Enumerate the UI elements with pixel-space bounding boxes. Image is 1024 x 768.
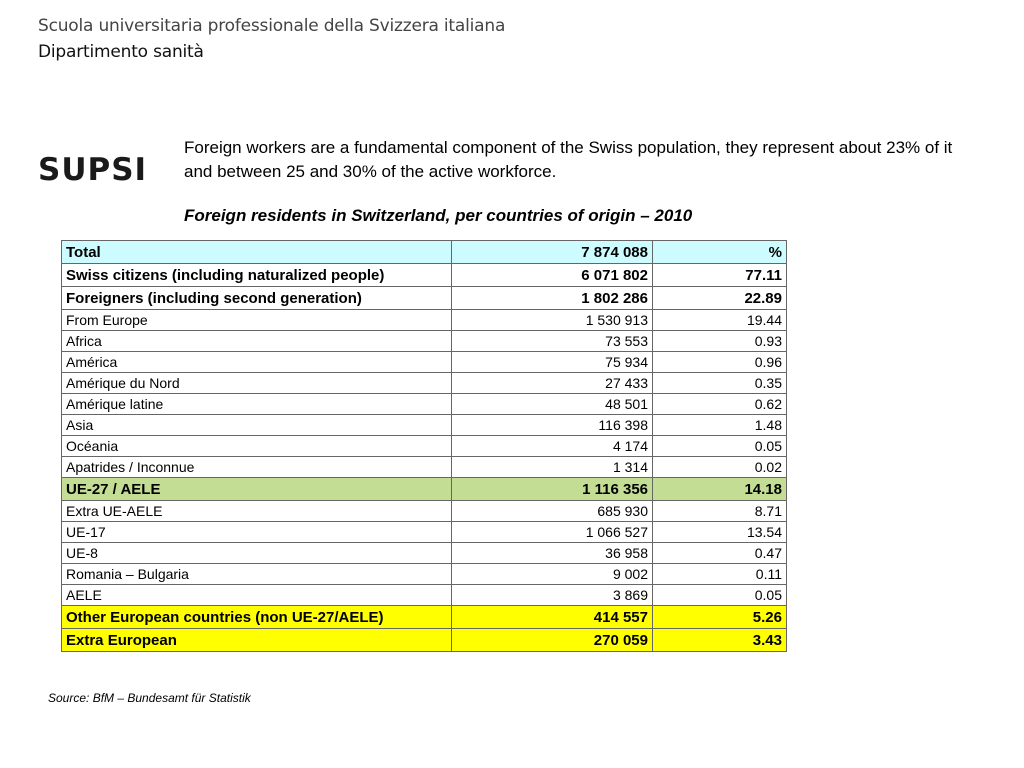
row-value: 75 934: [452, 352, 653, 373]
table-row: [62, 331, 787, 352]
table-row: [62, 543, 787, 564]
table-row: [62, 352, 787, 373]
row-percent: 8.71: [653, 501, 787, 522]
row-value: 1 066 527: [452, 522, 653, 543]
row-value: 116 398: [452, 415, 653, 436]
row-label: AELE: [62, 585, 452, 606]
table-row: [62, 373, 787, 394]
row-label: Asia: [62, 415, 452, 436]
row-label: From Europe: [62, 310, 452, 331]
row-value: 685 930: [452, 501, 653, 522]
row-percent: 14.18: [653, 478, 787, 501]
row-value: 1 802 286: [452, 287, 653, 310]
row-label: América: [62, 352, 452, 373]
row-label: Other European countries (non UE-27/AELE): [62, 606, 452, 629]
table-row: [62, 310, 787, 331]
row-label: Océania: [62, 436, 452, 457]
row-value: 6 071 802: [452, 264, 653, 287]
residents-table: [61, 240, 787, 652]
row-percent: 77.11: [653, 264, 787, 287]
table-row: [62, 264, 787, 287]
table-row: [62, 241, 787, 264]
row-percent: 0.05: [653, 436, 787, 457]
row-value: 36 958: [452, 543, 653, 564]
source-note: Source: BfM – Bundesamt für Statistik: [48, 691, 251, 705]
table-row: [62, 415, 787, 436]
row-percent: 3.43: [653, 629, 787, 652]
row-value: 48 501: [452, 394, 653, 415]
row-label: Swiss citizens (including naturalized people): [62, 264, 452, 287]
row-label: Romania – Bulgaria: [62, 564, 452, 585]
row-percent: 0.02: [653, 457, 787, 478]
table-row: [62, 501, 787, 522]
table-row: [62, 564, 787, 585]
row-value: 4 174: [452, 436, 653, 457]
row-label: Africa: [62, 331, 452, 352]
row-label: Foreigners (including second generation): [62, 287, 452, 310]
row-percent: %: [653, 241, 787, 264]
row-value: 73 553: [452, 331, 653, 352]
row-value: 7 874 088: [452, 241, 653, 264]
row-label: UE-17: [62, 522, 452, 543]
table-row: [62, 457, 787, 478]
row-label: Extra European: [62, 629, 452, 652]
row-label: Amérique du Nord: [62, 373, 452, 394]
supsi-logo: SUPSI: [38, 152, 148, 188]
row-percent: 0.05: [653, 585, 787, 606]
row-value: 1 530 913: [452, 310, 653, 331]
row-percent: 0.62: [653, 394, 787, 415]
row-value: 3 869: [452, 585, 653, 606]
table-row: [62, 629, 787, 652]
row-value: 1 314: [452, 457, 653, 478]
row-percent: 1.48: [653, 415, 787, 436]
row-percent: 22.89: [653, 287, 787, 310]
row-label: UE-8: [62, 543, 452, 564]
row-percent: 5.26: [653, 606, 787, 629]
table-row: [62, 478, 787, 501]
institution-name: Scuola universitaria professionale della Svizzera italiana: [38, 16, 506, 36]
row-percent: 0.96: [653, 352, 787, 373]
row-value: 414 557: [452, 606, 653, 629]
row-percent: 19.44: [653, 310, 787, 331]
table-row: [62, 585, 787, 606]
table-row: [62, 394, 787, 415]
table-row: [62, 606, 787, 629]
row-value: 27 433: [452, 373, 653, 394]
row-value: 1 116 356: [452, 478, 653, 501]
table-row: [62, 287, 787, 310]
table-row: [62, 522, 787, 543]
row-label: Total: [62, 241, 452, 264]
intro-text: Foreign workers are a fundamental component of the Swiss population, they represent about 23% of it and between 25 and 30% of the active workforce.: [184, 138, 953, 181]
table-row: [62, 436, 787, 457]
row-value: 9 002: [452, 564, 653, 585]
row-percent: 13.54: [653, 522, 787, 543]
row-label: Amérique latine: [62, 394, 452, 415]
row-label: Extra UE-AELE: [62, 501, 452, 522]
row-percent: 0.93: [653, 331, 787, 352]
table-title: Foreign residents in Switzerland, per countries of origin – 2010: [184, 206, 693, 225]
department-name: Dipartimento sanità: [38, 42, 204, 62]
row-label: UE-27 / AELE: [62, 478, 452, 501]
row-percent: 0.35: [653, 373, 787, 394]
row-value: 270 059: [452, 629, 653, 652]
row-percent: 0.11: [653, 564, 787, 585]
row-percent: 0.47: [653, 543, 787, 564]
row-label: Apatrides / Inconnue: [62, 457, 452, 478]
